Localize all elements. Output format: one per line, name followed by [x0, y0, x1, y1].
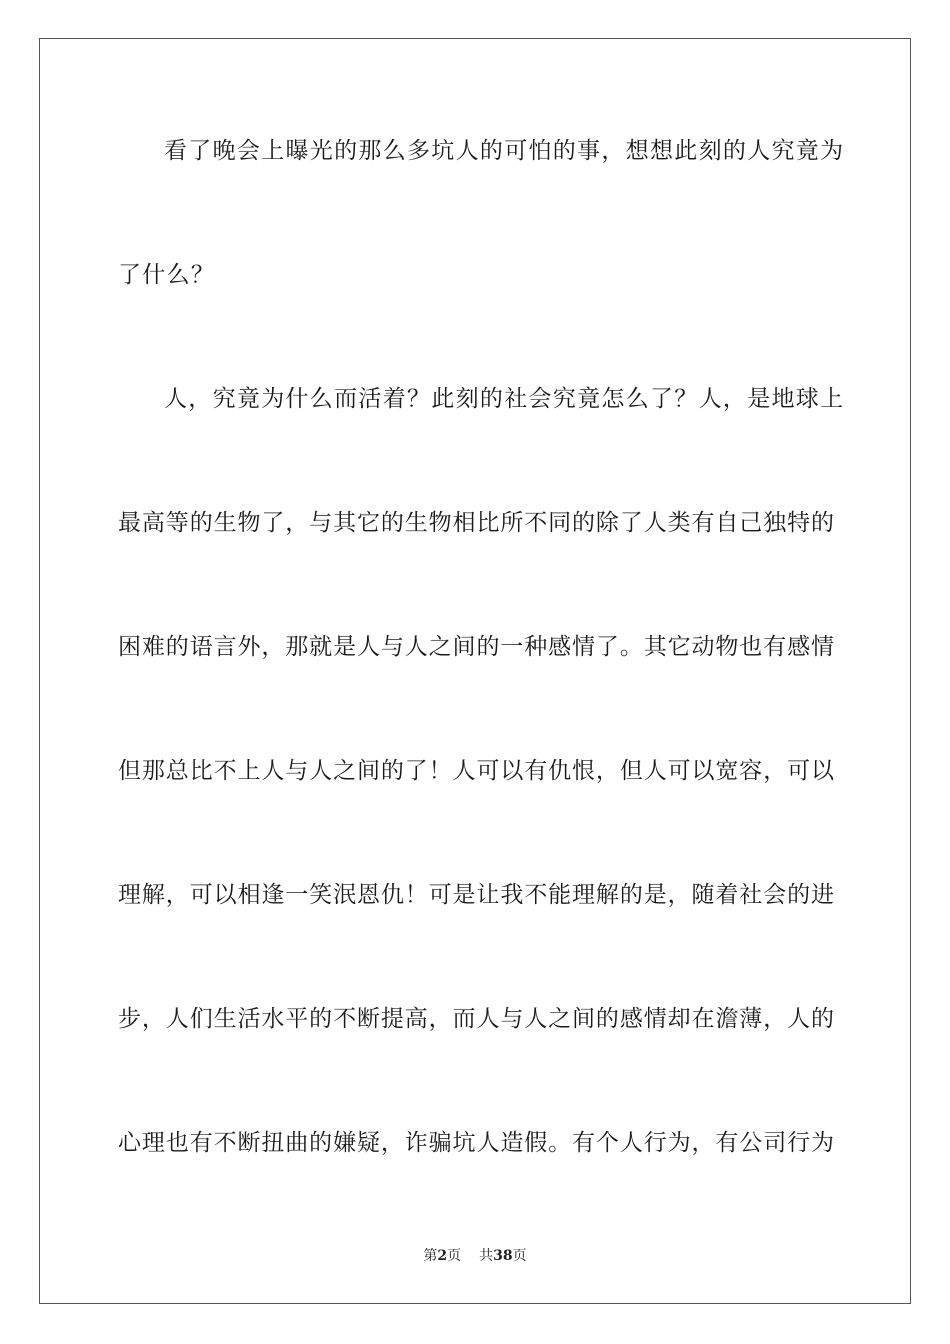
page-border [39, 38, 911, 1304]
paragraph-2-line-6: 步，人们生活水平的不断提高，而人与人之间的感情却在澹薄，人的 [118, 1006, 834, 1032]
page-footer [0, 1246, 950, 1266]
total-suffix: 页 [512, 1248, 527, 1264]
paragraph-2-line-1: 人，究竟为什么而活着？此刻的社会究竟怎么了？人，是地球上 [164, 386, 845, 412]
paragraph-2-line-3: 困难的语言外，那就是人与人之间的一种感情了。其它动物也有感情 [118, 634, 834, 660]
total-pages: 38 [493, 1248, 513, 1264]
paragraph-2-line-2: 最高等的生物了，与其它的生物相比所不同的除了人类有自己独特的 [118, 510, 834, 536]
total-prefix: 共 [479, 1248, 494, 1264]
paragraph-2-line-4: 但那总比不上人与人之间的了！人可以有仇恨，但人可以宽容，可以 [118, 758, 834, 784]
paragraph-1-line-1: 看了晚会上曝光的那么多坑人的可怕的事，想想此刻的人究竟为 [164, 138, 845, 164]
page-number: 2 [437, 1248, 448, 1264]
paragraph-1-line-2: 了什么？ [118, 262, 216, 288]
paragraph-2-line-7: 心理也有不断扭曲的嫌疑，诈骗坑人造假。有个人行为，有公司行为 [118, 1130, 834, 1156]
paragraph-2-line-5: 理解，可以相逢一笑泯恩仇！可是让我不能理解的是，随着社会的进 [118, 882, 834, 908]
page-suffix: 页 [447, 1248, 462, 1264]
page-prefix: 第 [423, 1248, 438, 1264]
